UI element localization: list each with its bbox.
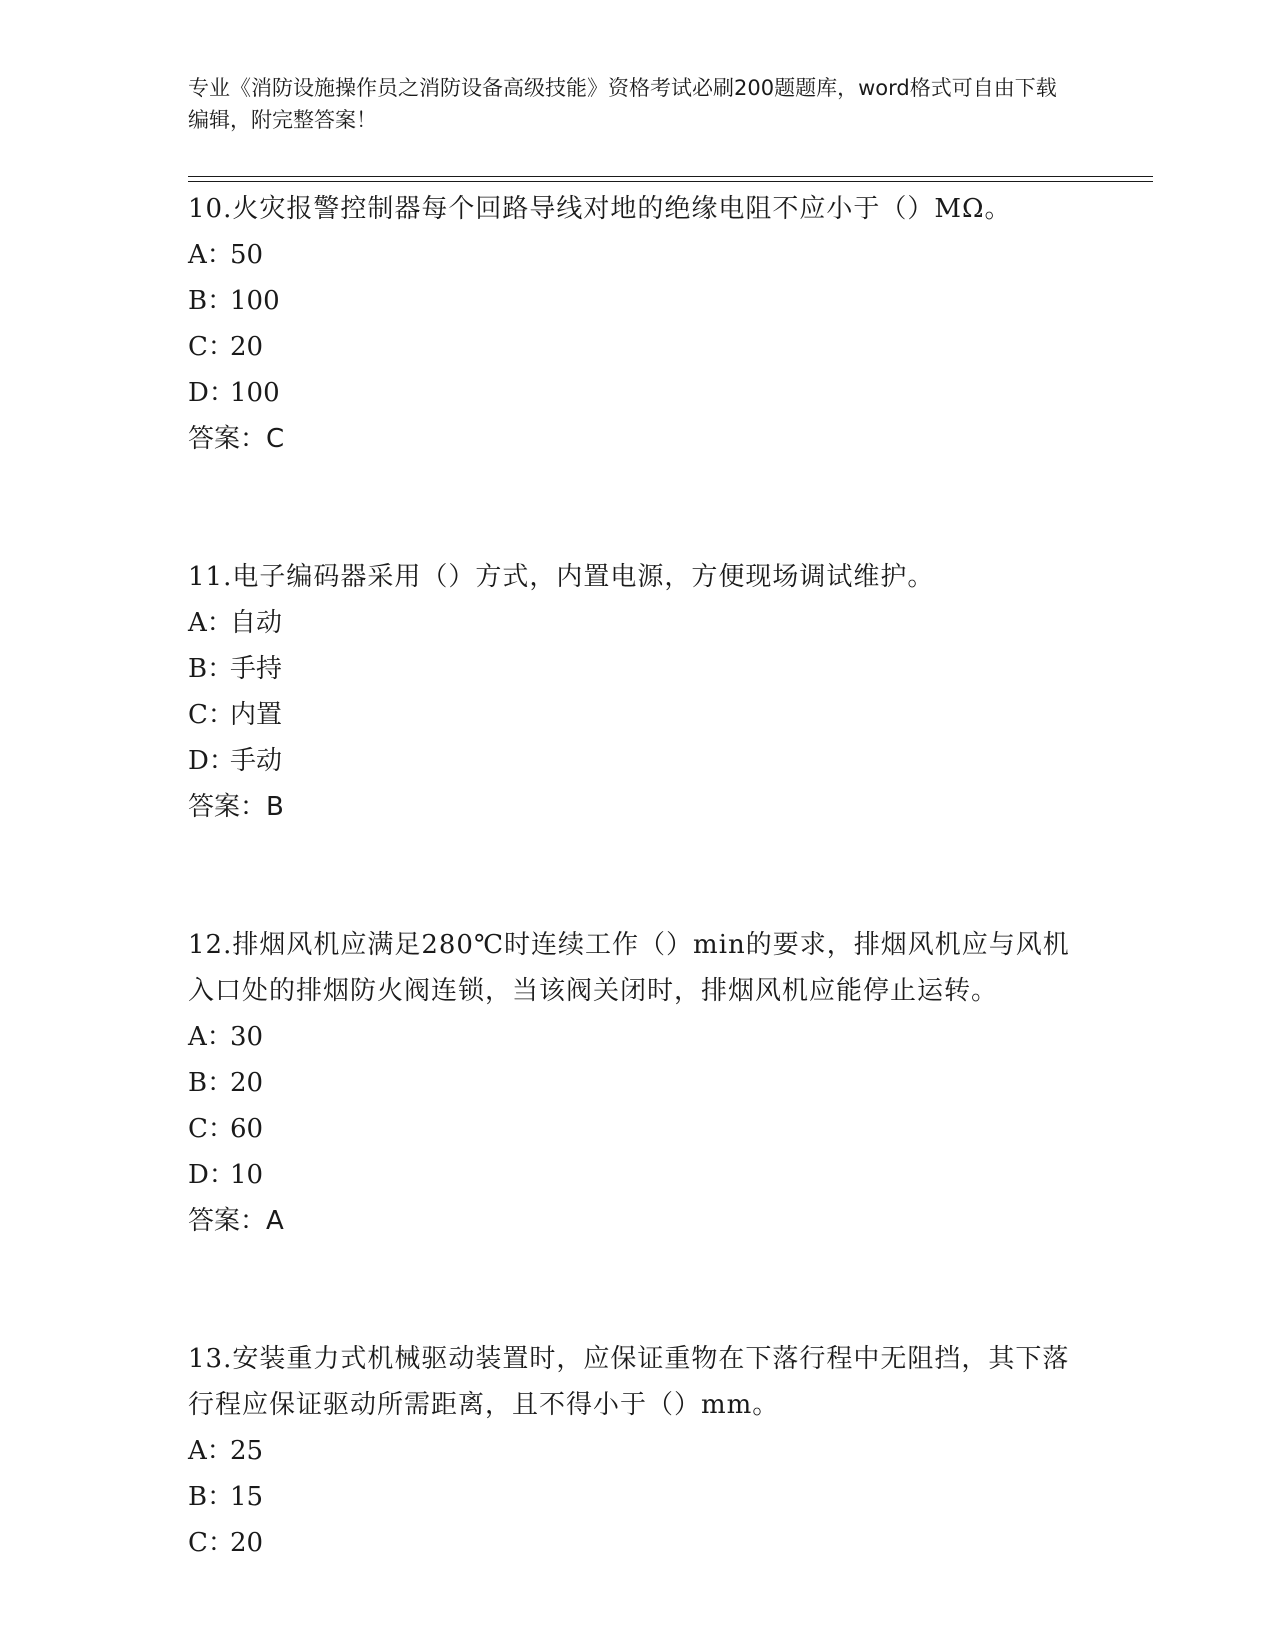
question-stem: 13.安装重力式机械驱动装置时，应保证重物在下落行程中无阻挡，其下落行程应保证驱动所需距离，且不得小于（）mm。 (188, 1344, 1070, 1420)
option-value: 10 (230, 1160, 264, 1190)
question-list (188, 186, 1088, 1566)
option-a (188, 600, 1088, 646)
option-value: 20 (230, 1068, 264, 1098)
option-key: A： (188, 1022, 233, 1052)
option-key: A： (188, 608, 233, 638)
question-stem: 10.火灾报警控制器每个回路导线对地的绝缘电阻不应小于（）MΩ。 (188, 194, 1012, 224)
answer-line: 答案：A (188, 1206, 284, 1236)
question-12 (188, 922, 1088, 1244)
question-10 (188, 186, 1088, 462)
option-b (188, 1060, 1088, 1106)
question-13 (188, 1336, 1088, 1566)
option-key: B： (188, 1482, 234, 1512)
option-value: 100 (230, 286, 280, 316)
option-b (188, 646, 1088, 692)
option-value: 60 (230, 1114, 264, 1144)
option-key: A： (188, 1436, 233, 1466)
option-key: B： (188, 286, 234, 316)
option-key: D： (188, 746, 235, 776)
option-key: C： (188, 332, 234, 362)
option-value: 手持 (230, 654, 283, 684)
option-value: 20 (230, 1528, 264, 1558)
option-value: 内置 (230, 700, 283, 730)
question-gap (188, 1244, 1088, 1336)
option-a (188, 1428, 1088, 1474)
option-a (188, 1014, 1088, 1060)
option-value: 50 (230, 240, 264, 270)
option-b (188, 278, 1088, 324)
option-key: B： (188, 1068, 234, 1098)
question-gap (188, 462, 1088, 554)
question-stem: 12.排烟风机应满足280℃时连续工作（）min的要求，排烟风机应与风机入口处的排烟防火阀连锁，当该阀关闭时，排烟风机应能停止运转。 (188, 930, 1070, 1006)
option-key: A： (188, 240, 233, 270)
option-value: 20 (230, 332, 264, 362)
option-value: 30 (230, 1022, 264, 1052)
option-d (188, 738, 1088, 784)
option-key: C： (188, 1528, 234, 1558)
option-value: 自动 (230, 608, 283, 638)
option-key: C： (188, 700, 234, 730)
option-d (188, 370, 1088, 416)
answer-line: 答案：B (188, 792, 284, 822)
document-header: 专业《消防设施操作员之消防设备高级技能》资格考试必刷200题题库，word格式可自由下载编辑，附完整答案！ (188, 76, 1057, 132)
option-d (188, 1152, 1088, 1198)
option-c (188, 1520, 1088, 1566)
option-key: D： (188, 378, 235, 408)
option-key: B： (188, 654, 234, 684)
option-value: 100 (230, 378, 280, 408)
header-rule-bottom (188, 181, 1153, 182)
question-11 (188, 554, 1088, 830)
option-key: D： (188, 1160, 235, 1190)
option-value: 手动 (230, 746, 283, 776)
option-a (188, 232, 1088, 278)
answer-line: 答案：C (188, 424, 285, 454)
option-value: 25 (230, 1436, 264, 1466)
question-gap (188, 830, 1088, 922)
option-c (188, 324, 1088, 370)
option-value: 15 (230, 1482, 264, 1512)
question-stem: 11.电子编码器采用（）方式，内置电源，方便现场调试维护。 (188, 562, 935, 592)
option-c (188, 1106, 1088, 1152)
option-key: C： (188, 1114, 234, 1144)
option-c (188, 692, 1088, 738)
header-rule-top (188, 176, 1153, 177)
option-b (188, 1474, 1088, 1520)
